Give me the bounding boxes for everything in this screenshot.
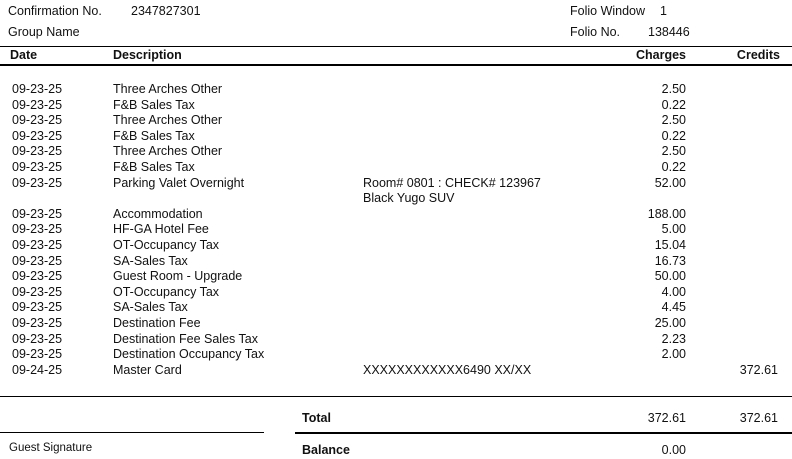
row-description: Master Card: [113, 362, 182, 377]
table-row: [0, 285, 792, 301]
row-date: 09-23-25: [12, 128, 63, 143]
row-credits: 372.61: [739, 362, 778, 377]
table-row: [0, 347, 792, 363]
row-charges: 52.00: [654, 175, 686, 190]
row-description: OT-Occupancy Tax: [113, 284, 220, 299]
row-charges: 2.23: [661, 331, 686, 346]
table-row: [0, 300, 792, 316]
row-description: F&B Sales Tax: [113, 128, 195, 143]
guest-signature-label: Guest Signature: [9, 442, 93, 454]
row-charges: 4.00: [661, 284, 686, 299]
row-date: 09-23-25: [12, 175, 63, 190]
row-date: 09-23-25: [12, 144, 63, 159]
column-date: Date: [10, 48, 38, 62]
table-row: [0, 82, 792, 98]
header-bottom-rule: [0, 64, 792, 66]
total-label: Total: [302, 411, 331, 425]
signature-line: [0, 432, 264, 433]
row-charges: 2.50: [661, 113, 686, 128]
row-reference: XXXXXXXXXXXX6490 XX/XX: [363, 362, 532, 377]
row-description: Three Arches Other: [113, 113, 223, 128]
table-row: [0, 332, 792, 348]
row-description: SA-Sales Tax: [113, 300, 188, 315]
row-description: Destination Fee Sales Tax: [113, 331, 258, 346]
row-date: 09-23-25: [12, 82, 63, 96]
row-charges: 2.50: [661, 144, 686, 159]
row-charges: 0.22: [661, 160, 686, 174]
row-date: 09-23-25: [12, 347, 63, 362]
folio-no-value: 138446: [648, 25, 690, 39]
row-charges: 0.22: [661, 97, 686, 112]
table-row: [0, 222, 792, 238]
folio-no-label: Folio No.: [570, 25, 621, 39]
row-date: 09-23-25: [12, 331, 63, 346]
row-description: F&B Sales Tax: [113, 97, 195, 112]
folio-window-value: 1: [660, 4, 667, 18]
table-row: [0, 144, 792, 160]
row-description: OT-Occupancy Tax: [113, 238, 220, 252]
total-top-rule: [0, 396, 792, 397]
row-charges: 5.00: [661, 222, 686, 237]
column-charges: Charges: [635, 48, 686, 62]
row-date: 09-24-25: [12, 362, 63, 377]
row-charges: 16.73: [654, 253, 686, 268]
table-row: [0, 113, 792, 129]
row-date: 09-23-25: [12, 238, 63, 252]
table-row: [0, 175, 792, 206]
row-date: 09-23-25: [12, 206, 63, 221]
row-description: Guest Room - Upgrade: [113, 269, 243, 284]
row-date: 09-23-25: [12, 253, 63, 268]
row-reference-line2: Black Yugo SUV: [363, 191, 455, 206]
row-description: Three Arches Other: [113, 82, 223, 96]
column-header: [0, 47, 792, 64]
column-description: Description: [113, 48, 182, 62]
row-charges: 50.00: [654, 269, 686, 284]
table-row: [0, 269, 792, 285]
table-row: [0, 254, 792, 270]
row-description: Destination Occupancy Tax: [113, 347, 265, 362]
row-date: 09-23-25: [12, 269, 63, 284]
row-date: 09-23-25: [12, 97, 63, 112]
table-row: [0, 129, 792, 145]
row-charges: 25.00: [654, 316, 686, 330]
row-charges: 2.50: [661, 82, 686, 96]
table-row: [0, 316, 792, 332]
row-date: 09-23-25: [12, 113, 63, 128]
balance-value: 0.00: [661, 443, 686, 457]
row-description: Accommodation: [113, 206, 203, 221]
balance-rule: [295, 432, 792, 434]
row-charges: 188.00: [647, 206, 686, 221]
row-charges: 0.22: [661, 128, 686, 143]
row-date: 09-23-25: [12, 316, 63, 330]
table-row: [0, 160, 792, 176]
total-credits: 372.61: [739, 411, 778, 425]
table-row: [0, 363, 792, 379]
row-description: Three Arches Other: [113, 144, 223, 159]
row-description: F&B Sales Tax: [113, 160, 195, 174]
row-date: 09-23-25: [12, 300, 63, 315]
row-description: SA-Sales Tax: [113, 253, 188, 268]
row-charges: 4.45: [661, 300, 686, 315]
folio-window-label: Folio Window: [570, 4, 646, 18]
row-reference: Room# 0801 : CHECK# 123967: [363, 175, 541, 190]
row-charges: 2.00: [661, 347, 686, 362]
row-date: 09-23-25: [12, 160, 63, 174]
table-row: [0, 98, 792, 114]
row-description: Parking Valet Overnight: [113, 175, 245, 190]
row-description: Destination Fee: [113, 316, 201, 330]
group-name-label: Group Name: [8, 25, 80, 39]
row-date: 09-23-25: [12, 284, 63, 299]
total-charges: 372.61: [647, 411, 686, 425]
table-row: [0, 207, 792, 223]
row-charges: 15.04: [654, 238, 686, 252]
column-credits: Credits: [736, 48, 780, 62]
table-row: [0, 238, 792, 254]
confirmation-label: Confirmation No.: [8, 4, 102, 18]
confirmation-value: 2347827301: [131, 4, 201, 18]
balance-label: Balance: [302, 443, 350, 457]
row-description: HF-GA Hotel Fee: [113, 222, 209, 237]
row-date: 09-23-25: [12, 222, 63, 237]
